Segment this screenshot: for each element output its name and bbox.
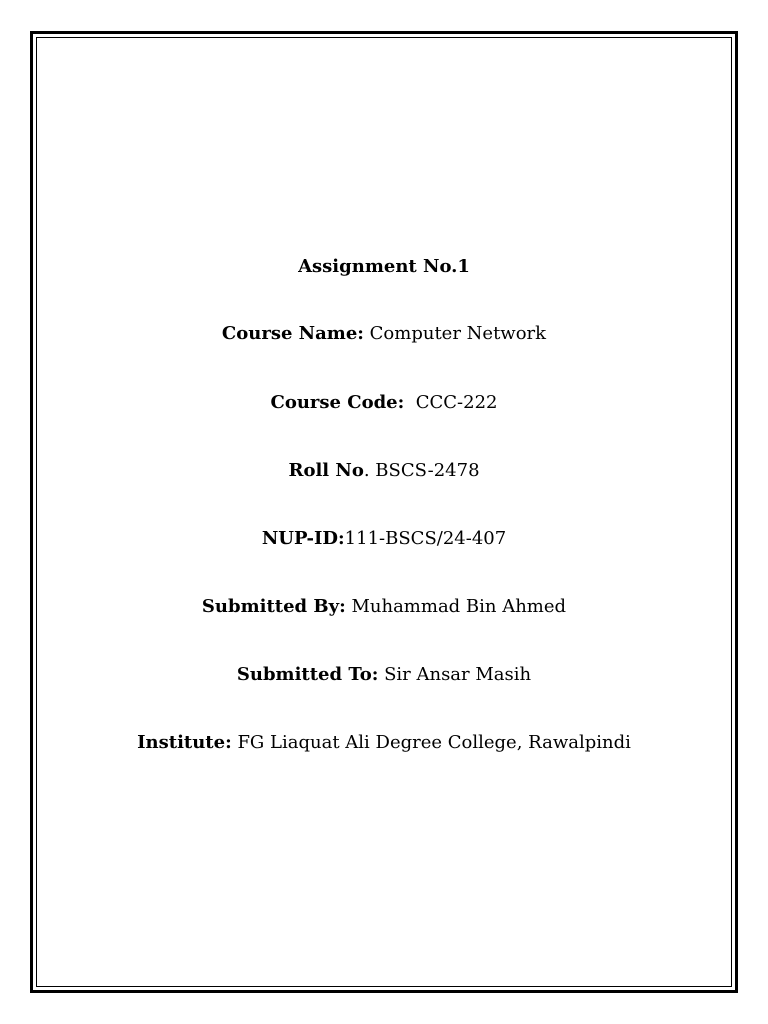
nup-id-label: NUP-ID: [261,528,345,549]
submitted-by-value: Muhammad Bin Ahmed [345,596,567,617]
course-code-label: Course Code: [270,392,405,413]
nup-id-row [36,527,732,551]
submitted-to-value: Sir Ansar Masih [378,664,532,685]
course-name-value: Computer Network [363,323,547,344]
submitted-to-row [36,663,732,687]
institute-label: Institute: [137,732,232,753]
page-border-inner [36,37,732,987]
institute-value: FG Liaquat Ali Degree College, Rawalpindi [231,732,631,753]
course-name-row [36,322,732,346]
course-code-row [36,391,732,415]
roll-no-row [36,459,732,483]
roll-no-label: Roll No [288,460,364,481]
assignment-title: Assignment No.1 [298,256,470,277]
nup-id-value: 111-BSCS/24-407 [344,528,507,549]
course-code-value: CCC-222 [404,392,498,413]
course-name-label: Course Name: [221,323,364,344]
submitted-to-label: Submitted To: [236,664,379,685]
submitted-by-label: Submitted By: [201,596,346,617]
institute-row [36,731,732,755]
submitted-by-row [36,595,732,619]
roll-no-value: . BSCS-2478 [363,460,480,481]
